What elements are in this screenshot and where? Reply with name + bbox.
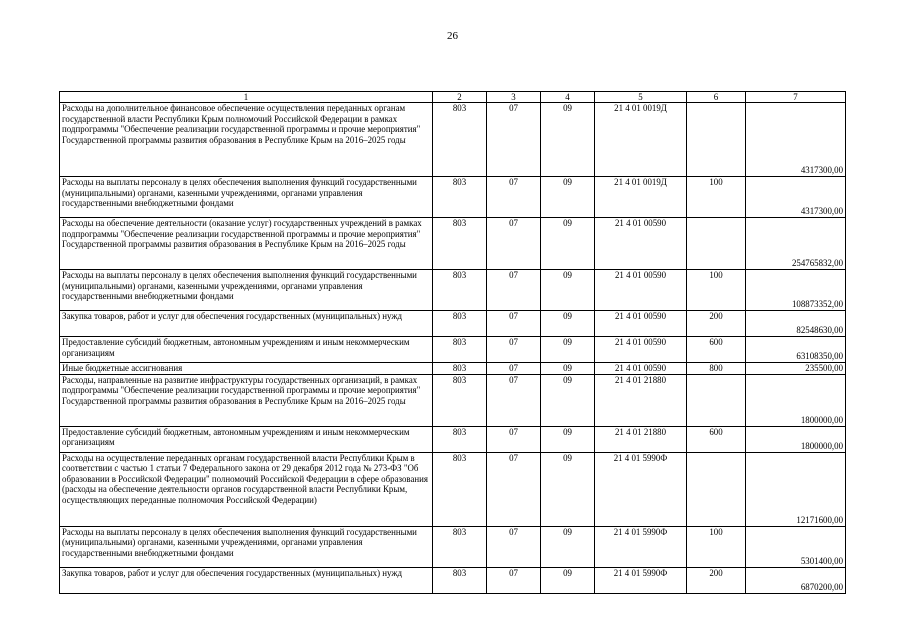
subsection-code: 09 bbox=[541, 218, 595, 270]
expense-type-code: 100 bbox=[687, 270, 746, 311]
table-row bbox=[60, 311, 846, 337]
amount: 4317300,00 bbox=[746, 103, 846, 177]
subsection-code: 09 bbox=[541, 363, 595, 375]
ministry-code: 803 bbox=[433, 337, 487, 363]
row-description: Иные бюджетные ассигнования bbox=[60, 363, 433, 375]
target-article-code: 21 4 01 00590 bbox=[595, 337, 687, 363]
header-cell: 6 bbox=[687, 92, 746, 103]
expense-type-code: 600 bbox=[687, 426, 746, 452]
header-cell: 5 bbox=[595, 92, 687, 103]
section-code: 07 bbox=[487, 311, 541, 337]
amount: 4317300,00 bbox=[746, 177, 846, 218]
ministry-code: 803 bbox=[433, 270, 487, 311]
expense-type-code: 100 bbox=[687, 177, 746, 218]
amount: 63108350,00 bbox=[746, 337, 846, 363]
header-row bbox=[60, 92, 846, 103]
amount: 12171600,00 bbox=[746, 452, 846, 526]
expense-type-code: 200 bbox=[687, 311, 746, 337]
expense-type-code bbox=[687, 452, 746, 526]
table-row bbox=[60, 567, 846, 593]
section-code: 07 bbox=[487, 426, 541, 452]
table-row bbox=[60, 526, 846, 567]
target-article-code: 21 4 01 00590 bbox=[595, 270, 687, 311]
budget-table bbox=[59, 91, 846, 594]
target-article-code: 21 4 01 21880 bbox=[595, 374, 687, 426]
section-code: 07 bbox=[487, 177, 541, 218]
ministry-code: 803 bbox=[433, 567, 487, 593]
table-row bbox=[60, 103, 846, 177]
amount: 235500,00 bbox=[746, 363, 846, 375]
expense-type-code: 600 bbox=[687, 337, 746, 363]
section-code: 07 bbox=[487, 218, 541, 270]
table-row bbox=[60, 426, 846, 452]
table-row bbox=[60, 337, 846, 363]
row-description: Расходы на выплаты персоналу в целях обеспечения выполнения функций государственными (муниципальными) органами, казенными учреждениями, органами управления государственными внебюджетными фондами bbox=[60, 270, 433, 311]
section-code: 07 bbox=[487, 526, 541, 567]
row-description: Расходы, направленные на развитие инфраструктуры государственных организаций, в рамках подпрограммы "Обеспечение реализации государственной программы и прочие мероприятия" Государственной программы развития образования в Республике Крым на 2016–2025 годы bbox=[60, 374, 433, 426]
table-row bbox=[60, 363, 846, 375]
expense-type-code bbox=[687, 103, 746, 177]
table-row bbox=[60, 218, 846, 270]
row-description: Расходы на выплаты персоналу в целях обеспечения выполнения функций государственными (муниципальными) органами, казенными учреждениями, органами управления государственными внебюджетными фондами bbox=[60, 177, 433, 218]
header-cell: 4 bbox=[541, 92, 595, 103]
section-code: 07 bbox=[487, 103, 541, 177]
amount: 1800000,00 bbox=[746, 374, 846, 426]
target-article-code: 21 4 01 5990Ф bbox=[595, 452, 687, 526]
header-cell: 3 bbox=[487, 92, 541, 103]
amount: 1800000,00 bbox=[746, 426, 846, 452]
target-article-code: 21 4 01 5990Ф bbox=[595, 526, 687, 567]
target-article-code: 21 4 01 00590 bbox=[595, 363, 687, 375]
target-article-code: 21 4 01 0019Д bbox=[595, 103, 687, 177]
table-row bbox=[60, 452, 846, 526]
ministry-code: 803 bbox=[433, 218, 487, 270]
subsection-code: 09 bbox=[541, 426, 595, 452]
row-description: Предоставление субсидий бюджетным, автономным учреждениям и иным некоммерческим организациям bbox=[60, 426, 433, 452]
section-code: 07 bbox=[487, 374, 541, 426]
subsection-code: 09 bbox=[541, 177, 595, 218]
subsection-code: 09 bbox=[541, 526, 595, 567]
target-article-code: 21 4 01 5990Ф bbox=[595, 567, 687, 593]
header-cell: 1 bbox=[60, 92, 433, 103]
ministry-code: 803 bbox=[433, 103, 487, 177]
target-article-code: 21 4 01 0019Д bbox=[595, 177, 687, 218]
subsection-code: 09 bbox=[541, 311, 595, 337]
target-article-code: 21 4 01 00590 bbox=[595, 311, 687, 337]
subsection-code: 09 bbox=[541, 337, 595, 363]
amount: 5301400,00 bbox=[746, 526, 846, 567]
expense-type-code: 100 bbox=[687, 526, 746, 567]
row-description: Закупка товаров, работ и услуг для обеспечения государственных (муниципальных) нужд bbox=[60, 311, 433, 337]
subsection-code: 09 bbox=[541, 374, 595, 426]
expense-type-code: 200 bbox=[687, 567, 746, 593]
expense-type-code bbox=[687, 374, 746, 426]
ministry-code: 803 bbox=[433, 311, 487, 337]
subsection-code: 09 bbox=[541, 103, 595, 177]
table-row bbox=[60, 177, 846, 218]
row-description: Расходы на обеспечение деятельности (оказание услуг) государственных учреждений в рамках подпрограммы "Обеспечение реализации государственной программы и прочие мероприятия" Государственной программы развития образования в Республике Крым на 2016–2025 годы bbox=[60, 218, 433, 270]
header-cell: 2 bbox=[433, 92, 487, 103]
ministry-code: 803 bbox=[433, 526, 487, 567]
expense-type-code bbox=[687, 218, 746, 270]
section-code: 07 bbox=[487, 363, 541, 375]
subsection-code: 09 bbox=[541, 567, 595, 593]
subsection-code: 09 bbox=[541, 452, 595, 526]
subsection-code: 09 bbox=[541, 270, 595, 311]
section-code: 07 bbox=[487, 567, 541, 593]
target-article-code: 21 4 01 00590 bbox=[595, 218, 687, 270]
ministry-code: 803 bbox=[433, 374, 487, 426]
ministry-code: 803 bbox=[433, 177, 487, 218]
amount: 108873352,00 bbox=[746, 270, 846, 311]
ministry-code: 803 bbox=[433, 426, 487, 452]
table-row bbox=[60, 270, 846, 311]
amount: 82548630,00 bbox=[746, 311, 846, 337]
target-article-code: 21 4 01 21880 bbox=[595, 426, 687, 452]
row-description: Расходы на выплаты персоналу в целях обеспечения выполнения функций государственными (муниципальными) органами, казенными учреждениями, органами управления государственными внебюджетными фондами bbox=[60, 526, 433, 567]
expense-type-code: 800 bbox=[687, 363, 746, 375]
amount: 6870200,00 bbox=[746, 567, 846, 593]
budget-table-body bbox=[60, 92, 846, 594]
section-code: 07 bbox=[487, 452, 541, 526]
row-description: Предоставление субсидий бюджетным, автономным учреждениям и иным некоммерческим организациям bbox=[60, 337, 433, 363]
row-description: Расходы на дополнительное финансовое обеспечение осуществления переданных органам государственной власти Республики Крым полномочий Российской Федерации в рамках подпрограммы "Обеспечение реализации государственной программы и прочие мероприятия" Государственной программы развития образования в Республике Крым на 2016–2025 годы bbox=[60, 103, 433, 177]
page-number: 26 bbox=[447, 30, 458, 42]
table-row bbox=[60, 374, 846, 426]
row-description: Закупка товаров, работ и услуг для обеспечения государственных (муниципальных) нужд bbox=[60, 567, 433, 593]
section-code: 07 bbox=[487, 337, 541, 363]
ministry-code: 803 bbox=[433, 363, 487, 375]
header-cell: 7 bbox=[746, 92, 846, 103]
ministry-code: 803 bbox=[433, 452, 487, 526]
row-description: Расходы на осуществление переданных органам государственной власти Республики Крым в соответствии с частью 1 статьи 7 Федерального закона от 29 декабря 2012 года № 273-ФЗ "Об образовании в Российской Федерации" полномочий Российской Федерации в сфере образования (расходы на обеспечение деятельности органов государственной власти Республики Крым, осуществляющих переданные полномочия Российской Федерации) bbox=[60, 452, 433, 526]
amount: 254765832,00 bbox=[746, 218, 846, 270]
section-code: 07 bbox=[487, 270, 541, 311]
